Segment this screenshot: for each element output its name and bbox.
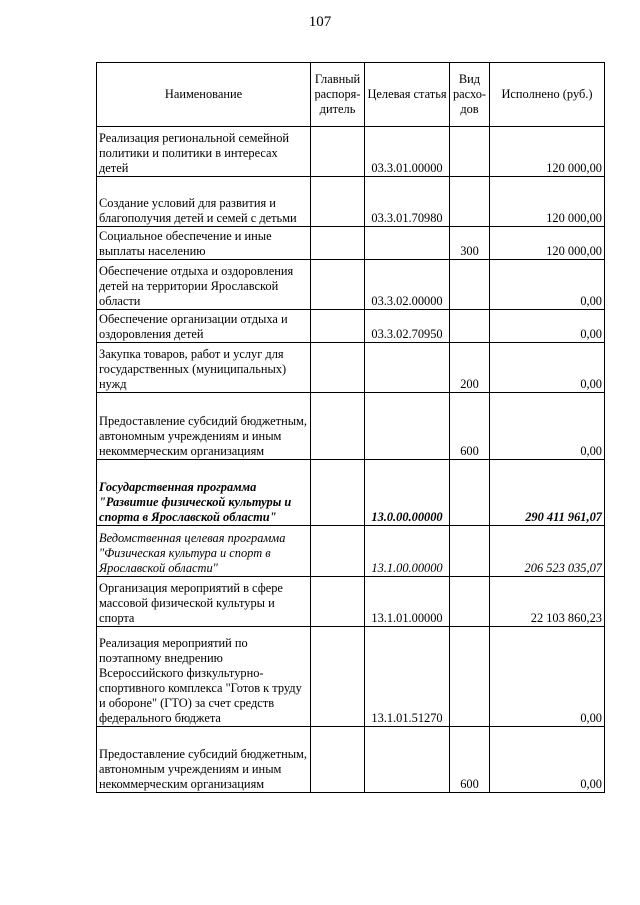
table-header-row xyxy=(97,63,605,127)
row-executed-cell: 206 523 035,07 xyxy=(490,526,605,577)
table-row xyxy=(97,460,605,526)
header-main-manager: Главный распоря-дитель xyxy=(311,63,365,127)
row-name-cell: Предоставление субсидий бюджетным, автономным учреждениям и иным некоммерческим организациям xyxy=(97,727,311,793)
row-executed-cell: 22 103 860,23 xyxy=(490,577,605,627)
table-body xyxy=(97,127,605,793)
row-target-article-cell: 03.3.02.70950 xyxy=(365,310,450,343)
row-expense-type-cell xyxy=(450,526,490,577)
row-target-article-cell: 13.1.00.00000 xyxy=(365,526,450,577)
row-main-manager-cell xyxy=(311,177,365,227)
row-main-manager-cell xyxy=(311,727,365,793)
row-expense-type-cell: 600 xyxy=(450,393,490,460)
page-number: 107 xyxy=(308,14,332,30)
row-name-cell: Реализация региональной семейной политики и политики в интересах детей xyxy=(97,127,311,177)
row-target-article-cell: 03.3.02.00000 xyxy=(365,260,450,310)
row-name-cell: Организация мероприятий в сфере массовой физической культуры и спорта xyxy=(97,577,311,627)
row-main-manager-cell xyxy=(311,393,365,460)
row-main-manager-cell xyxy=(311,526,365,577)
row-executed-cell: 0,00 xyxy=(490,310,605,343)
row-executed-cell: 0,00 xyxy=(490,393,605,460)
row-target-article-cell: 13.1.01.51270 xyxy=(365,627,450,727)
row-main-manager-cell xyxy=(311,127,365,177)
row-main-manager-cell xyxy=(311,310,365,343)
row-executed-cell: 120 000,00 xyxy=(490,127,605,177)
table-row xyxy=(97,627,605,727)
table-row xyxy=(97,260,605,310)
row-target-article-cell xyxy=(365,227,450,260)
header-target-article: Целевая статья xyxy=(365,63,450,127)
row-name-cell: Социальное обеспечение и иные выплаты населению xyxy=(97,227,311,260)
row-expense-type-cell: 200 xyxy=(450,343,490,393)
row-expense-type-cell xyxy=(450,627,490,727)
row-name-cell: Создание условий для развития и благополучия детей и семей с детьми xyxy=(97,177,311,227)
row-expense-type-cell xyxy=(450,127,490,177)
row-executed-cell: 120 000,00 xyxy=(490,177,605,227)
row-main-manager-cell xyxy=(311,227,365,260)
row-main-manager-cell xyxy=(311,460,365,526)
row-executed-cell: 120 000,00 xyxy=(490,227,605,260)
row-name-cell: Государственная программа "Развитие физической культуры и спорта в Ярославской области" xyxy=(97,460,311,526)
row-target-article-cell: 03.3.01.70980 xyxy=(365,177,450,227)
table-row xyxy=(97,727,605,793)
row-name-cell: Реализация мероприятий по поэтапному внедрению Всероссийского физкультурно-спортивного комплекса "Готов к труду и обороне" (ГТО) за счет средств федерального бюджета xyxy=(97,627,311,727)
row-expense-type-cell xyxy=(450,260,490,310)
row-executed-cell: 0,00 xyxy=(490,627,605,727)
table-row xyxy=(97,227,605,260)
row-target-article-cell: 13.1.01.00000 xyxy=(365,577,450,627)
row-target-article-cell xyxy=(365,343,450,393)
header-expense-type: Вид расхо-дов xyxy=(450,63,490,127)
table-row xyxy=(97,393,605,460)
row-expense-type-cell xyxy=(450,460,490,526)
table-row xyxy=(97,310,605,343)
row-expense-type-cell: 600 xyxy=(450,727,490,793)
header-name: Наименование xyxy=(97,63,311,127)
row-executed-cell: 290 411 961,07 xyxy=(490,460,605,526)
budget-table xyxy=(96,62,605,793)
row-main-manager-cell xyxy=(311,343,365,393)
row-expense-type-cell xyxy=(450,177,490,227)
row-expense-type-cell xyxy=(450,577,490,627)
row-expense-type-cell: 300 xyxy=(450,227,490,260)
table-row xyxy=(97,127,605,177)
row-target-article-cell: 13.0.00.00000 xyxy=(365,460,450,526)
table-row xyxy=(97,177,605,227)
row-name-cell: Закупка товаров, работ и услуг для государственных (муниципальных) нужд xyxy=(97,343,311,393)
row-executed-cell: 0,00 xyxy=(490,727,605,793)
header-executed: Исполнено (руб.) xyxy=(490,63,605,127)
table-row xyxy=(97,577,605,627)
row-name-cell: Ведомственная целевая программа "Физическая культура и спорт в Ярославской области" xyxy=(97,526,311,577)
row-name-cell: Обеспечение организации отдыха и оздоровления детей xyxy=(97,310,311,343)
row-main-manager-cell xyxy=(311,627,365,727)
row-target-article-cell xyxy=(365,393,450,460)
row-executed-cell: 0,00 xyxy=(490,260,605,310)
row-name-cell: Обеспечение отдыха и оздоровления детей на территории Ярославской области xyxy=(97,260,311,310)
row-expense-type-cell xyxy=(450,310,490,343)
row-main-manager-cell xyxy=(311,577,365,627)
table-row xyxy=(97,526,605,577)
row-target-article-cell: 03.3.01.00000 xyxy=(365,127,450,177)
row-target-article-cell xyxy=(365,727,450,793)
row-main-manager-cell xyxy=(311,260,365,310)
row-executed-cell: 0,00 xyxy=(490,343,605,393)
table-row xyxy=(97,343,605,393)
row-name-cell: Предоставление субсидий бюджетным, автономным учреждениям и иным некоммерческим организациям xyxy=(97,393,311,460)
